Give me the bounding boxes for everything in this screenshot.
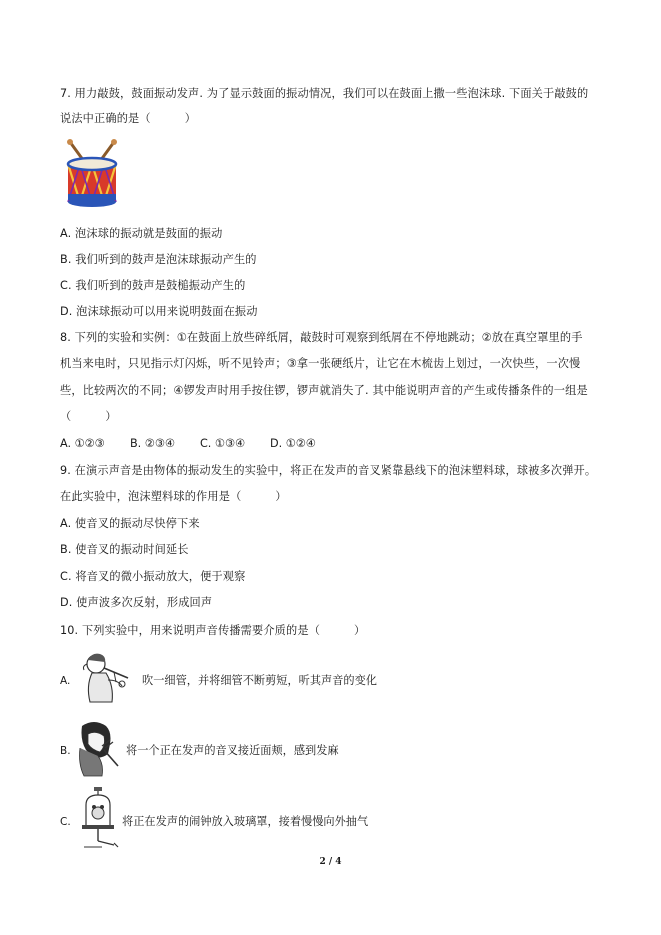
q10-option-a-text: 吹一细管，并将细管不断剪短，听其声音的变化 — [142, 674, 377, 687]
q8-stem-line-4: （ ） — [60, 410, 117, 423]
blowing-tube-figure — [78, 650, 136, 708]
q7-option-b: B. 我们听到的鼓声是泡沫球振动产生的 — [60, 253, 257, 266]
q8-option-c: C. ①③④ — [200, 437, 246, 450]
tuning-fork-cheek-figure — [74, 720, 122, 780]
q9-option-a: A. 使音叉的振动尽快停下来 — [60, 517, 200, 530]
q8-stem-line-1: 8. 下列的实验和实例：①在鼓面上放些碎纸屑，敲鼓时可观察到纸屑在不停地跳动；②放在真空罩里的手 — [60, 331, 583, 344]
q10-option-c-label: C. — [60, 816, 71, 828]
q10-option-b-label: B. — [60, 745, 71, 757]
q9-option-c: C. 将音叉的微小振动放大，便于观察 — [60, 570, 246, 583]
q9-option-d: D. 使声波多次反射，形成回声 — [60, 596, 213, 609]
q9-stem-line-2: 在此实验中，泡沫塑料球的作用是（ ） — [60, 490, 287, 503]
q8-stem-line-3: 些，比较两次的不同；④锣发声时用手按住锣，锣声就消失了. 其中能说明声音的产生或传播条件的一组是 — [60, 384, 588, 397]
q9-stem-line-1: 9. 在演示声音是由物体的振动发生的实验中，将正在发声的音叉紧靠悬线下的泡沫塑料球，球被多次弹开。 — [60, 464, 597, 477]
q7-stem-line-2: 说法中正确的是（ ） — [60, 112, 197, 125]
bell-jar-figure — [78, 785, 120, 853]
q8-option-b: B. ②③④ — [130, 437, 175, 450]
q7-stem-line-1: 7. 用力敲鼓，鼓面振动发声. 为了显示鼓面的振动情况，我们可以在鼓面上撒一些泡沫球. 下面关于敲鼓的 — [60, 87, 589, 100]
q7-option-a: A. 泡沫球的振动就是鼓面的振动 — [60, 227, 223, 240]
q7-option-c: C. 我们听到的鼓声是鼓槌振动产生的 — [60, 279, 246, 292]
q8-option-a: A. ①②③ — [60, 437, 105, 450]
q10-stem: 10. 下列实验中，用来说明声音传播需要介质的是（ ） — [60, 624, 366, 637]
drum-figure — [62, 138, 124, 210]
q7-option-d: D. 泡沫球振动可以用来说明鼓面在振动 — [60, 305, 258, 318]
q8-stem-line-2: 机当来电时，只见指示灯闪烁，听不见铃声；③拿一张硬纸片，让它在木梳齿上划过，一次快些，一次慢 — [60, 357, 581, 370]
q10-option-b-text: 将一个正在发声的音叉接近面颊，感到发麻 — [126, 744, 339, 757]
q8-option-d: D. ①②④ — [270, 437, 316, 450]
q9-option-b: B. 使音叉的振动时间延长 — [60, 543, 189, 556]
q10-option-c-text: 将正在发声的闹钟放入玻璃罩，接着慢慢向外抽气 — [122, 815, 369, 828]
page-number: 2 / 4 — [319, 857, 342, 867]
q10-option-a-label: A. — [60, 675, 71, 687]
